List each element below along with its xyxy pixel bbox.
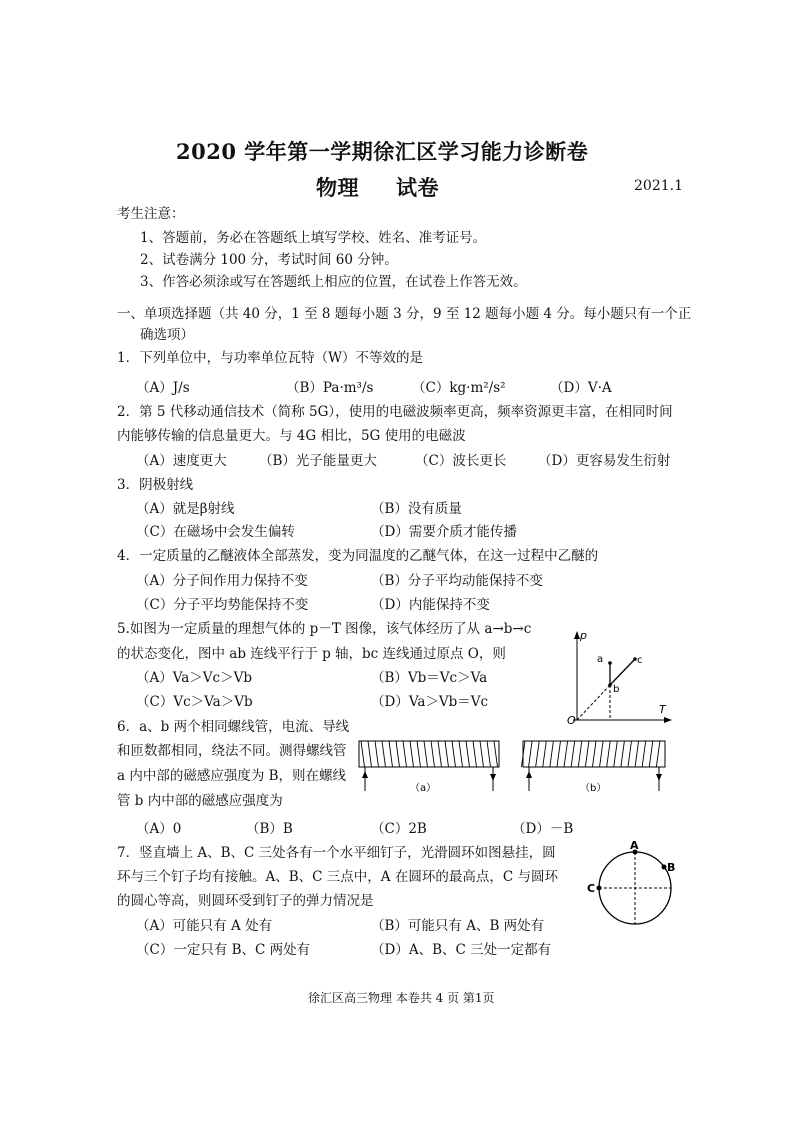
point-b	[608, 683, 612, 687]
coil-turn	[417, 741, 421, 767]
coil-turn	[473, 741, 477, 767]
section-heading-cont: 确选项）	[140, 327, 194, 343]
coil-turn	[592, 741, 596, 767]
coil-turn	[600, 741, 604, 767]
q1-option-b: （B）Pa·m³/s	[286, 380, 374, 396]
q3-option-b: （B）没有质量	[371, 501, 462, 517]
coil-turn	[621, 741, 625, 767]
coil-turn	[438, 741, 442, 767]
q5-option-a: （A）Va＞Vc＞Vb	[136, 670, 253, 686]
coil-turn	[487, 741, 491, 767]
q6-option-b: （B）B	[246, 821, 293, 837]
page-footer: 徐汇区高三物理 本卷共 4 页 第1页	[308, 991, 495, 1005]
q4-option-c: （C）分子平均势能保持不变	[136, 597, 309, 613]
q4-stem: 4．一定质量的乙醚液体全部蒸发，变为同温度的乙醚气体，在这一过程中乙醚的	[117, 548, 599, 564]
coil-turn	[578, 741, 582, 767]
solenoid-b-label: （b）	[580, 783, 607, 794]
q3-stem: 3．阴极射线	[117, 477, 194, 493]
bc-line	[610, 659, 635, 685]
coil-turn	[403, 741, 407, 767]
paper-label: 试卷	[396, 175, 439, 200]
point-c-label: c	[637, 655, 643, 666]
q4-option-b: （B）分子平均动能保持不变	[371, 573, 543, 589]
q6-stem-cont: 管 b 内中部的磁感应强度为	[117, 793, 283, 809]
q7-option-c: （C）一定只有 B、C 两处有	[136, 942, 311, 958]
notice-item: 1、答题前，务必在答题纸上填写学校、姓名、准考证号。	[140, 230, 487, 246]
coil-turn	[557, 741, 561, 767]
current-arrow	[490, 774, 496, 781]
coil-turn	[445, 741, 449, 767]
ob-dashed-line	[577, 685, 610, 720]
notice-heading: 考生注意：	[117, 206, 185, 222]
q5-stem: 5.如图为一定质量的理想气体的 p－T 图像，该气体经历了从 a→b→c	[117, 621, 532, 637]
coil-turn	[466, 741, 470, 767]
coil-turn	[494, 741, 498, 767]
coil-turn	[564, 741, 568, 767]
subject-label: 物理	[316, 175, 359, 200]
q2-stem: 2．第 5 代移动通信技术（简称 5G），使用的电磁波频率更高，频率资源更丰富，在相同时间	[117, 404, 673, 420]
q4-option-d: （D）内能保持不变	[371, 597, 490, 613]
coil-turn	[459, 741, 463, 767]
coil-turn	[543, 741, 547, 767]
q6-solenoids-figure	[355, 733, 675, 801]
q6-stem-cont: a 内中部的磁感应强度为 B，则在螺线	[117, 768, 347, 784]
q2-option-a: （A）速度更大	[136, 453, 227, 469]
coil-turn	[431, 741, 435, 767]
t-axis-arrow	[664, 717, 672, 723]
notice-item: 2、试卷满分 100 分，考试时间 60 分钟。	[140, 252, 398, 268]
section-heading: 一、单项选择题（共 40 分，1 至 8 题每小题 3 分，9 至 12 题每小题 4 分。每小题只有一个正	[117, 306, 692, 322]
q3-option-a: （A）就是β射线	[136, 501, 235, 517]
q7-stem-cont: 的圆心等高，则圆环受到钉子的弹力情况是	[117, 893, 374, 909]
coil-turn	[628, 741, 632, 767]
q1-stem: 1．下列单位中，与功率单位瓦特（W）不等效的是	[117, 350, 423, 366]
coil-turn	[635, 741, 639, 767]
coil-turn	[452, 741, 456, 767]
q3-option-c: （C）在磁场中会发生偏转	[136, 524, 295, 540]
q5-option-b: （B）Vb＝Vc＞Va	[371, 670, 488, 686]
q7-option-b: （B）可能只有 A、B 两处有	[371, 918, 545, 934]
coil-turn	[536, 741, 540, 767]
page-title: 2020 学年第一学期徐汇区学习能力诊断卷	[176, 139, 589, 164]
point-b-label: b	[613, 684, 620, 695]
peg-b	[662, 865, 667, 870]
notice-item: 3、作答必须涂或写在答题纸上相应的位置，在试卷上作答无效。	[140, 274, 527, 290]
q2-option-b: （B）光子能量更大	[259, 453, 377, 469]
q7-option-d: （D）A、B、C 三处一定都有	[371, 942, 552, 958]
coil-turn	[550, 741, 554, 767]
solenoid-a-label: （a）	[410, 783, 437, 794]
q6-stem-cont: 和匝数都相同，绕法不同。测得螺线管	[117, 743, 347, 759]
q1-option-a: （A）J/s	[136, 380, 190, 396]
coil-turn	[410, 741, 414, 767]
q2-stem-cont: 内能够传输的信息量更大。与 4G 相比，5G 使用的电磁波	[117, 428, 466, 444]
t-axis-label: T	[659, 703, 666, 716]
q7-stem: 7．竖直墙上 A、B、C 三处各有一个水平细钉子，光滑圆环如图悬挂，圆	[117, 845, 556, 861]
coil-turn	[571, 741, 575, 767]
point-a-label: a	[597, 654, 604, 665]
coil-turn	[424, 741, 428, 767]
coil-turn	[396, 741, 400, 767]
coil-turn	[529, 741, 533, 767]
q6-option-d: （D）－B	[512, 821, 574, 837]
q2-option-c: （C）波长更长	[415, 453, 507, 469]
q1-option-d: （D）V·A	[550, 380, 612, 396]
exam-date: 2021.1	[634, 178, 683, 194]
origin-label: O	[567, 714, 576, 725]
coil-turn	[649, 741, 653, 767]
q7-ring-figure	[585, 840, 685, 935]
point-a	[608, 661, 612, 665]
q1-option-c: （C）kg·m²/s²	[412, 380, 506, 396]
q5-option-c: （C）Vc＞Va＞Vb	[136, 694, 253, 710]
coil-turn	[607, 741, 611, 767]
q4-option-a: （A）分子间作用力保持不变	[136, 573, 308, 589]
q2-option-d: （D）更容易发生衍射	[538, 453, 671, 469]
q6-option-a: （A）0	[136, 821, 182, 837]
coil-turn	[480, 741, 484, 767]
coil-turn	[361, 741, 365, 767]
peg-c	[597, 886, 602, 891]
coil-core	[359, 741, 499, 767]
current-arrow	[526, 771, 532, 778]
q6-stem: 6．a、b 两个相同螺线管，电流、导线	[117, 719, 350, 735]
coil-turn	[375, 741, 379, 767]
peg-b-label: B	[667, 861, 676, 874]
q7-option-a: （A）可能只有 A 处有	[136, 918, 273, 934]
current-arrow	[362, 771, 368, 778]
q3-option-d: （D）需要介质才能传播	[371, 524, 517, 540]
q5-stem-cont: 的状态变化，图中 ab 连线平行于 p 轴，bc 连线通过原点 O，则	[117, 646, 506, 662]
coil-turn	[368, 741, 372, 767]
coil-turn	[389, 741, 393, 767]
current-arrow	[656, 774, 662, 781]
q7-stem-cont: 环与三个钉子均有接触。A、B、C 三点中，A 在圆环的最高点，C 与圆环	[117, 869, 558, 885]
coil-turn	[642, 741, 646, 767]
peg-c-label: C	[587, 882, 596, 895]
coil-turn	[614, 741, 618, 767]
coil-turn	[382, 741, 386, 767]
p-axis-label: p	[580, 629, 587, 642]
peg-a-label: A	[630, 840, 639, 852]
q6-option-c: （C）2B	[371, 821, 427, 837]
coil-turn	[585, 741, 589, 767]
coil-turn	[656, 741, 660, 767]
q5-pt-graph	[555, 625, 675, 725]
q5-option-d: （D）Va＞Vb＝Vc	[371, 694, 489, 710]
